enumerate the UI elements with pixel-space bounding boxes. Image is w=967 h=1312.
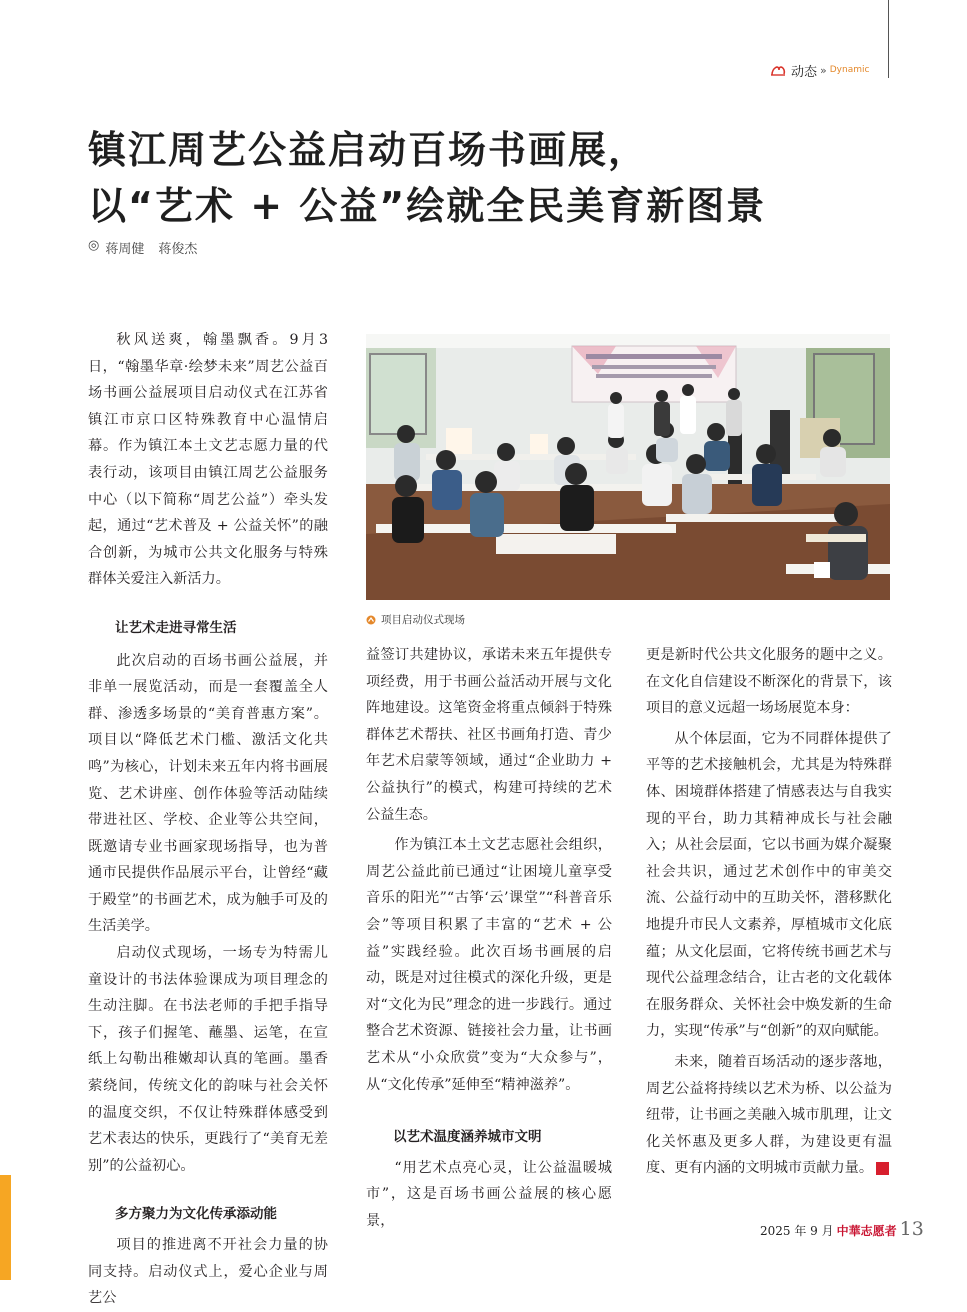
paragraph: 更是新时代公共文化服务的题中之义。在文化自信建设不断深化的背景下，该项目的意义远超一场场展览本身： (646, 647, 892, 717)
closing-paragraph-text: 未来，随着百场活动的逐步落地，周艺公益将持续以艺术为桥、以公益为纽带，让书画之美融入城市肌理，让文化关怀惠及更多人群，为建设更有温度、更有内涵的文明城市贡献力量。 (646, 1053, 892, 1177)
text-column-2 (366, 642, 612, 1234)
paragraph: 此次启动的百场书画公益展，并非单一展览活动，而是一套覆盖全人群、渗透多场景的“美育普惠方案”。项目以“降低艺术门槛、激活文化共鸣”为核心，计划未来五年内将书画展览、艺术讲座、创作体验等活动陆续带进社区、学校、企业等公共空间，既邀请专业书画家现场指导，也为普通市民提供作品展示平台，让曾经“藏于殿堂”的书画艺术，成为触手可及的生活美学。 (88, 652, 328, 935)
caption-bullet-icon (366, 615, 376, 625)
paragraph (646, 1049, 912, 1182)
title-line-1: 镇江周艺公益启动百场书画展， (88, 128, 649, 172)
author-name: 蒋周健 (105, 242, 145, 257)
photo-caption (366, 612, 465, 627)
page-footer (760, 1218, 924, 1240)
section-label-en: Dynamic (829, 65, 870, 75)
paragraph: 启动仪式现场，一场专为特需儿童设计的书法体验课成为项目理念的生动注脚。在书法老师的手把手指导下，孩子们握笔、蘸墨、运笔，在宣纸上勾勒出稚嫩却认真的笔画。墨香萦绕间，传统文化的韵味与社会关怀的温度交织，不仅让特殊群体感受到艺术表达的快乐，更践行了“美育无差别”的公益初心。 (88, 945, 328, 1174)
paragraph: “用艺术点亮心灵，让公益温暖城市”，这是百场书画公益展的核心愿景， (366, 1159, 612, 1229)
text-column-3 (646, 642, 912, 1182)
article-title (88, 122, 766, 234)
paragraph: 从个体层面，它为不同群体提供了平等的艺术接触机会，尤其是为特殊群体、困境群体搭建了情感表达与自我实现的平台，助力其精神成长与社会融入；从社会层面，它以书画为媒介凝聚社会共识，通过艺术创作中的审美交流、公益行动中的互助关怀，潜移默化地提升市民人文素养，厚植城市文化底蕴；从文化层面，它将传统书画艺术与现代公益理念结合，让古老的文化载体在服务群众、关怀社会中焕发新的生命力，实现“传承”与“创新”的双向赋能。 (646, 730, 892, 1040)
classroom-scene (366, 334, 890, 600)
end-mark-icon: C (876, 1162, 889, 1175)
paragraph: 秋风送爽，翰墨飘香。9月3日，“翰墨华章·绘梦未来”周艺公益百场书画公益展项目启动仪式在江苏省镇江市京口区特殊教育中心温情启幕。作为镇江本土文艺志愿力量的代表行动，该项目由镇江周艺公益服务中心（以下简称“周艺公益”）牵头发起，通过“艺术普及 + 公益关怀”的融合创新，为城市公共文化服务与特殊群体关爱注入新活力。 (88, 332, 328, 588)
page-edge-accent (0, 1175, 11, 1280)
section-label: 动态 (791, 64, 818, 80)
subheading: 让艺术走进寻常生活 (115, 619, 237, 636)
issue-date: 2025 年 9 月 (760, 1224, 834, 1238)
author-name: 蒋俊杰 (158, 242, 198, 257)
ribbon-heart-icon (770, 62, 788, 78)
paragraph: 作为镇江本土文艺志愿社会组织，周艺公益此前已通过“让困境儿童享受音乐的阳光”“古筝‘云’课堂”“科普音乐会”等项目积累了丰富的“艺术 + 公益”实践经验。此次百场书画展的启动，既是对过往模式的深化升级，更是对“文化为民”理念的进一步践行。通过整合艺术资源、链接社会力量，让书画艺术从“小众欣赏”变为“大众参与”，从“文化传承”延伸至“精神滋养”。 (366, 837, 612, 1093)
header-divider (888, 0, 889, 78)
paragraph: 项目的推进离不开社会力量的协同支持。启动仪式上，爱心企业与周艺公 (88, 1237, 328, 1307)
section-tag (770, 60, 869, 80)
page-number: 13 (899, 1218, 924, 1240)
title-line-2: 以“艺术 + 公益”绘就全民美育新图景 (88, 184, 767, 228)
event-photo (366, 334, 890, 600)
byline (88, 238, 197, 257)
byline-mark: ◎ (88, 238, 100, 253)
text-column-1 (88, 327, 328, 1312)
subheading: 以艺术温度涵养城市文明 (393, 1129, 542, 1146)
caption-text: 项目启动仪式现场 (381, 614, 465, 626)
magazine-name: 中華志愿者 (836, 1224, 897, 1238)
subheading: 多方聚力为文化传承添动能 (115, 1206, 277, 1223)
paragraph: 益签订共建协议，承诺未来五年提供专项经费，用于书画公益活动开展与文化阵地建设。这笔资金将重点倾斜于特殊群体艺术帮扶、社区书画角打造、青少年艺术启蒙等领域，通过“企业助力 + 公益执行”的模式，构建可持续的艺术公益生态。 (366, 647, 612, 823)
section-arrow: » (820, 63, 827, 77)
